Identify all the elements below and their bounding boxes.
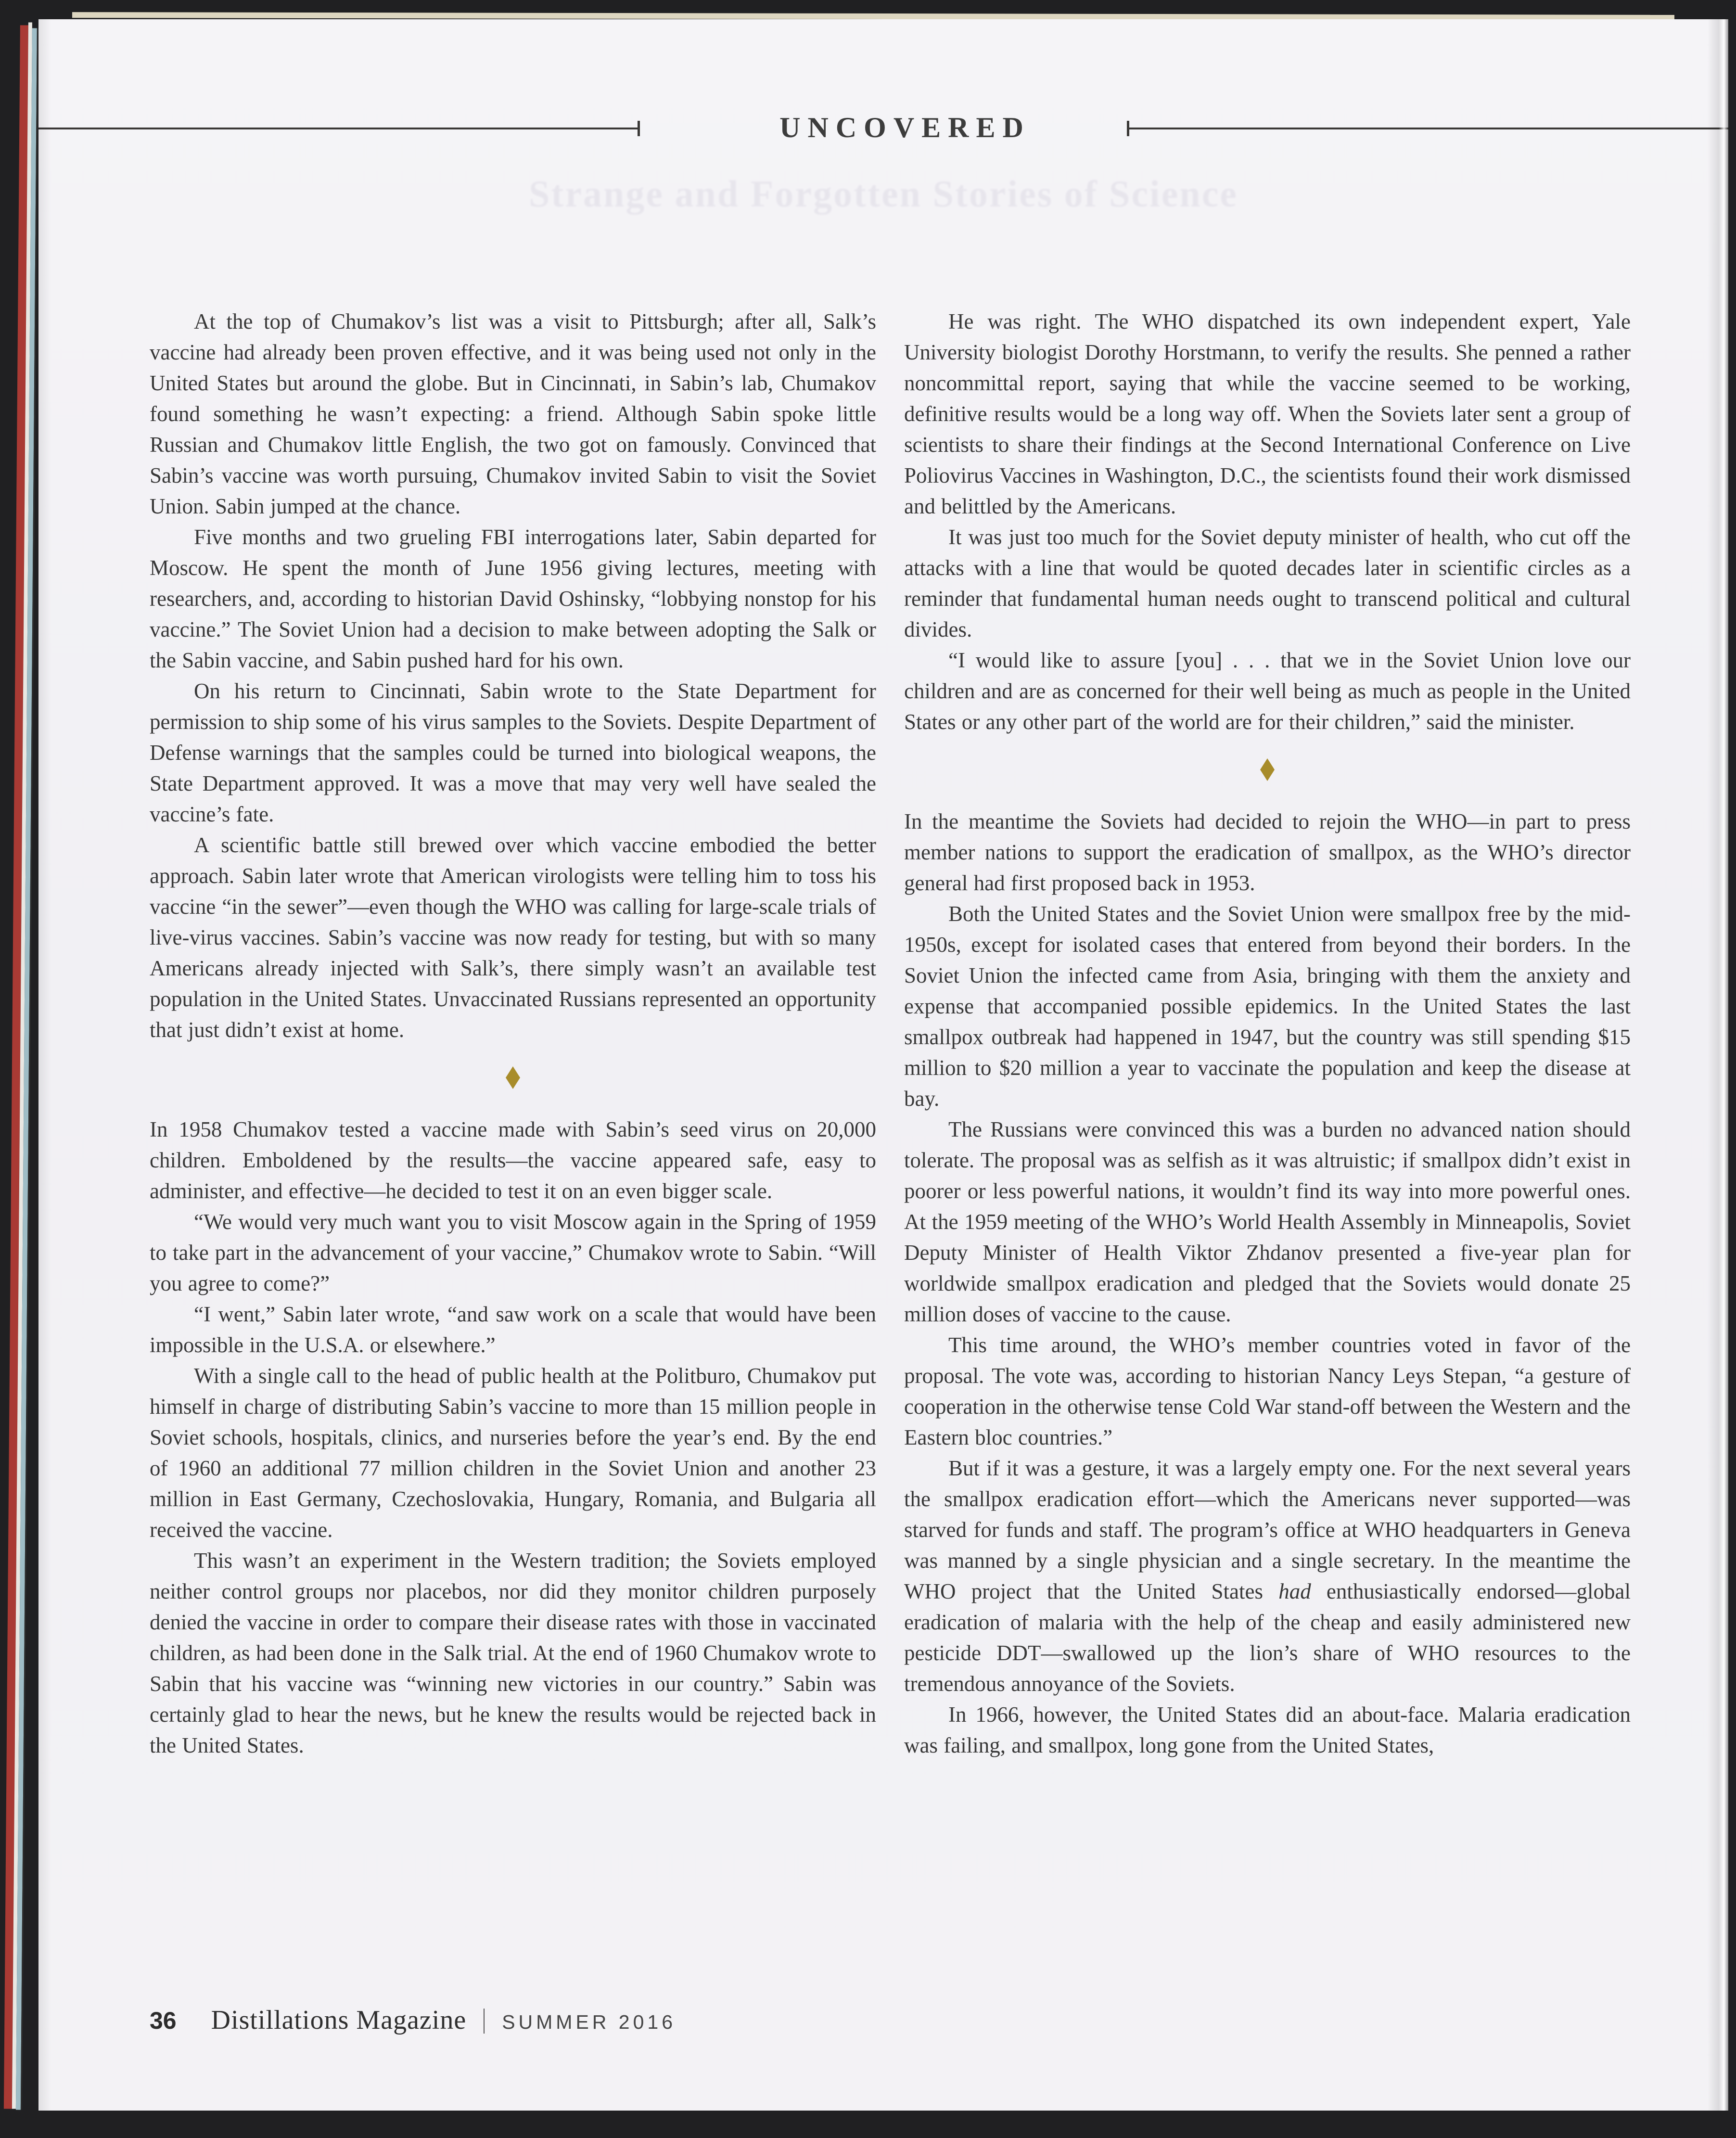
text-run: At the top of Chumakov’s list was a visit to Pittsburgh; after all, Salk’s vaccine had already been proven effective, and it was being used not only in the United States but around the globe. But in Cincinnati, in Sabin’s lab, Chumakov found something he wasn’t expecting: a friend. Although Sabin spoke little Russian and Chumakov little English, the two got on famously. Convinced that Sabin’s vaccine was worth pursuing, Chumakov invited Sabin to visit the Soviet Union. Sabin jumped at the chance.: [150, 309, 876, 518]
text-run: The Russians were convinced this was a burden no advanced nation should tolerate. The proposal was as selfish as it was altruistic; if smallpox didn’t exist in poorer or less powerful nations, it wouldn’t find its way into more powerful ones. At the 1959 meeting of the WHO’s World Health Assembly in Minneapolis, Soviet Deputy Minister of Health Viktor Zhdanov presented a five-year plan for worldwide smallpox eradication and pledged that the Soviets would donate 25 million doses of vaccine to the cause.: [904, 1117, 1631, 1326]
text-run: “I would like to assure [you] . . . that we in the Soviet Union love our children and are as concerned for their well being as much as people in the United States or any other part of the world are for their children,” said the minister.: [904, 648, 1631, 734]
body-paragraph: [150, 830, 876, 1045]
body-paragraph: [150, 306, 876, 522]
body-paragraph: [150, 1114, 876, 1206]
text-run: “We would very much want you to visit Moscow again in the Spring of 1959 to take part in the advancement of your vaccine,” Chumakov wrote to Sabin. “Will you agree to come?”: [150, 1210, 876, 1295]
body-paragraph: [904, 522, 1631, 645]
body-paragraph: [904, 1114, 1631, 1330]
body-paragraph: [904, 1330, 1631, 1453]
text-run: A scientific battle still brewed over which vaccine embodied the better approach. Sabin later wrote that American virologists were telling him to toss his vaccine “in the sewer”—even though the WHO was calling for large-scale trials of live-virus vaccines. Sabin’s vaccine was now ready for testing, but with so many Americans already injected with Salk’s, there simply wasn’t an available test population in the United States. Unvaccinated Russians represented an opportunity that just didn’t exist at home.: [150, 833, 876, 1042]
text-run: “I went,” Sabin later wrote, “and saw work on a scale that would have been impossible in the U.S.A. or elsewhere.”: [150, 1302, 876, 1357]
body-paragraph: [150, 522, 876, 676]
body-paragraph: [904, 1453, 1631, 1699]
body-paragraph: [904, 806, 1631, 898]
footer-separator-bar: [484, 2009, 485, 2034]
body-paragraph: [904, 645, 1631, 737]
issue-label: SUMMER 2016: [502, 2011, 677, 2033]
body-paragraph: [150, 1206, 876, 1299]
text-run: enthusiastically endorsed—global eradication of malaria with the help of the cheap and easily administered new pesticide DDT—swallowed up the lion’s share of WHO resources to the tremendous annoyance of the Soviets.: [904, 1579, 1631, 1696]
magazine-page: [38, 19, 1728, 2111]
body-paragraph: [150, 1360, 876, 1545]
article-column-left: [150, 306, 876, 1996]
article-column-right: [904, 306, 1631, 1996]
page-footer: [150, 2005, 1593, 2036]
text-run: This time around, the WHO’s member countries voted in favor of the proposal. The vote was, according to historian Nancy Leys Stepan, “a gesture of cooperation in the otherwise tense Cold War stand-off between the Western and the Eastern bloc countries.”: [904, 1333, 1631, 1449]
body-paragraph: [150, 676, 876, 830]
header-rule-right: [1129, 128, 1728, 129]
section-break-ornament: [904, 758, 1631, 781]
body-paragraph: [150, 1545, 876, 1761]
section-title: UNCOVERED: [779, 111, 1031, 143]
text-run: He was right. The WHO dispatched its own independent expert, Yale University biologist Dorothy Horstmann, to verify the results. She penned a rather noncommittal report, saying that while the vaccine seemed to be working, definitive results would be a long way off. When the Soviets later sent a group of scientists to share their findings at the Second International Conference on Live Poliovirus Vaccines in Washington, D.C., the scientists found their work dismissed and belittled by the Americans.: [904, 309, 1631, 518]
diamond-ornament-icon: [506, 1066, 520, 1089]
section-header: [38, 107, 1728, 150]
text-run: On his return to Cincinnati, Sabin wrote to the State Department for permission to ship some of his virus samples to the Soviets. Despite Department of Defense warnings that the samples could be turned into biological weapons, the State Department approved. It was a move that may very well have sealed the vaccine’s fate.: [150, 679, 876, 826]
text-run: It was just too much for the Soviet deputy minister of health, who cut off the attacks with a line that would be quoted decades later in scientific circles as a reminder that fundamental human needs ought to transcend political and cultural divides.: [904, 525, 1631, 641]
page-gutter-shade: [38, 19, 51, 2111]
page-number: 36: [150, 2007, 177, 2034]
bleed-through-title: Strange and Forgotten Stories of Science: [529, 173, 1238, 215]
text-run: This wasn’t an experiment in the Western tradition; the Soviets employed neither control groups nor placebos, nor did they monitor children purposely denied the vaccine in order to compare their disease rates with those in vaccinated children, as had been done in the Salk trial. At the end of 1960 Chumakov wrote to Sabin that his vaccine was “winning new victories in our country.” Sabin was certainly glad to hear the news, but he knew the results would be rejected back in the United States.: [150, 1549, 876, 1757]
italic-text-run: had: [1278, 1579, 1311, 1603]
text-run: Five months and two grueling FBI interrogations later, Sabin departed for Moscow. He spent the month of June 1956 giving lectures, meeting with researchers, and, according to historian David Oshinsky, “lobbying nonstop for his vaccine.” The Soviet Union had a decision to make between adopting the Salk or the Sabin vaccine, and Sabin pushed hard for his own.: [150, 525, 876, 672]
diamond-ornament-icon: [1260, 758, 1275, 781]
article-body: [150, 306, 1631, 1996]
text-run: In 1966, however, the United States did an about-face. Malaria eradication was failing, and smallpox, long gone from the United States,: [904, 1703, 1631, 1757]
body-paragraph: [904, 306, 1631, 522]
body-paragraph: [904, 1699, 1631, 1761]
text-run: In 1958 Chumakov tested a vaccine made with Sabin’s seed virus on 20,000 children. Emboldened by the results—the vaccine appeared safe, easy to administer, and effective—he decided to test it on an even bigger scale.: [150, 1117, 876, 1203]
text-run: But if it was a gesture, it was a largely empty one. For the next several years the smallpox eradication effort—which the Americans never supported—was starved for funds and staff. The program’s office at WHO headquarters in Geneva was manned by a single physician and a single secretary. In the meantime the WHO project that the United States: [904, 1456, 1631, 1603]
body-paragraph: [150, 1299, 876, 1360]
text-run: In the meantime the Soviets had decided to rejoin the WHO—in part to press member nations to support the eradication of smallpox, as the WHO’s director general had first proposed back in 1953.: [904, 809, 1631, 895]
magazine-name: Distillations Magazine: [211, 2005, 467, 2035]
header-rule-left: [38, 128, 638, 129]
page-curve-shadow: [1707, 19, 1728, 2111]
body-paragraph: [904, 898, 1631, 1114]
text-run: With a single call to the head of public health at the Politburo, Chumakov put himself in charge of distributing Sabin’s vaccine to more than 15 million people in Soviet schools, hospitals, clinics, and nurseries before the year’s end. By the end of 1960 an additional 77 million children in the Soviet Union and another 23 million in East Germany, Czechoslovakia, Hungary, Romania, and Bulgaria all received the vaccine.: [150, 1364, 876, 1542]
header-tick-left: [638, 121, 640, 136]
section-break-ornament: [150, 1066, 876, 1089]
text-run: Both the United States and the Soviet Union were smallpox free by the mid-1950s, except for isolated cases that entered from beyond their borders. In the Soviet Union the infected came from Asia, bringing with them the anxiety and expense that accompanied possible epidemics. In the United States the last smallpox outbreak had happened in 1947, but the country was still spending $15 million to $20 million a year to vaccinate the population and keep the disease at bay.: [904, 902, 1631, 1111]
